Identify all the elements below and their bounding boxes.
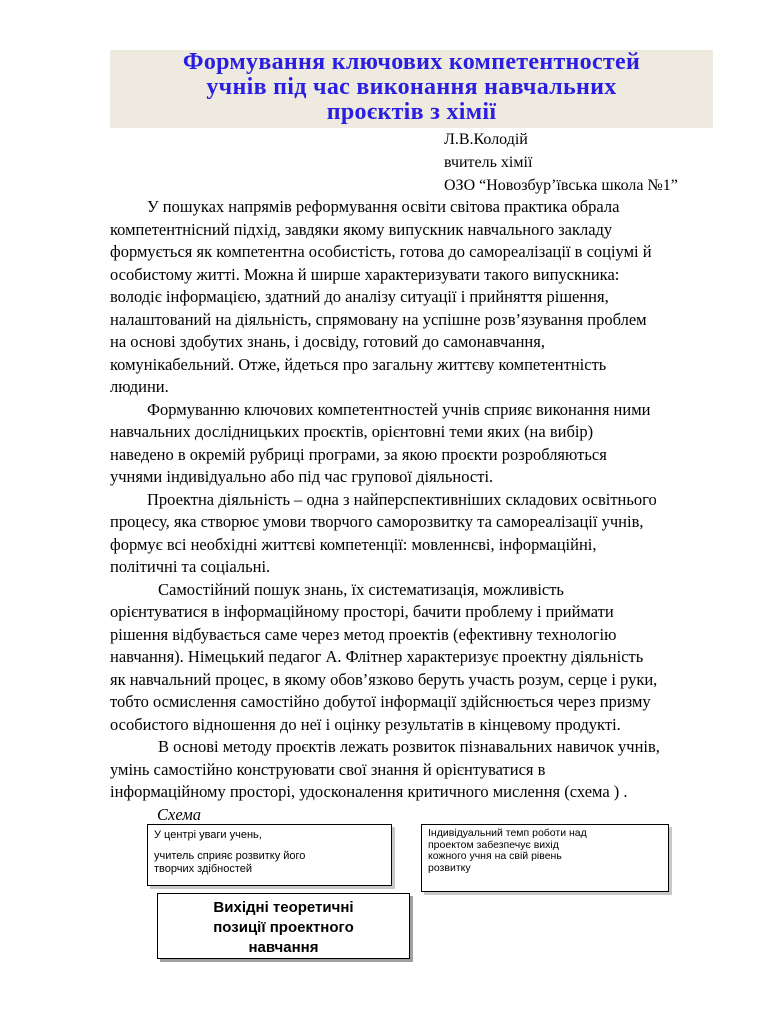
author-school: ОЗО “Новозбур’ївська школа №1” (444, 177, 678, 194)
paragraph-line: володіє інформацією, здатний до аналізу ситуації і прийняття рішення, (110, 287, 609, 306)
author-name: Л.В.Колодій (444, 131, 528, 148)
paragraph-line: комунікабельний. Отже, йдеться про загальну життєву компетентність (110, 354, 607, 374)
paragraph-line: навчання). Німецький педагог А. Флітнер характеризує проектну діяльність (110, 647, 644, 666)
schema-box-text: учитель сприяє розвитку його (154, 850, 306, 862)
title-line-3: проєктів з хімії (326, 99, 497, 125)
schema-box-heading: Вихідні теоретичні (213, 899, 354, 916)
author-block (444, 128, 678, 197)
paragraph-line: як навчальний процес, в якому обов’язково беруть участь розум, серце і руки, (110, 669, 658, 689)
paragraph-line: Формуванню ключових компетентностей учнів сприяє виконання ними (147, 399, 651, 419)
paragraph-line: орієнтуватися в інформаційному просторі, бачити проблему і приймати (110, 602, 614, 621)
paragraph-line: політичні та соціальні. (110, 557, 271, 576)
paragraph-line: наведено в окремій рубриці програми, за якою проєкти розробляються (110, 444, 607, 464)
paragraph-line: тобто осмислення самостійно добутої інформації здійснюється через призму (110, 692, 651, 711)
article-body (110, 196, 730, 804)
paragraph (110, 579, 730, 737)
paragraph (110, 489, 730, 579)
schema-box-heading: навчання (248, 939, 319, 956)
schema-box-individual-pace (421, 824, 669, 892)
paragraph-line: особистого відношення до неї і оцінку результатів в кінцевому продукті. (110, 714, 621, 734)
paragraph-line: компетентнісний підхід, завдяки якому випускник навчального закладу (110, 219, 613, 239)
paragraph-line: формується як компетентна особистість, готова до самореалізації в соціумі й (110, 242, 652, 261)
paragraph-line: Самостійний пошук знань, їх систематизація, можливість (158, 579, 564, 599)
schema-box-text: проектом забезпечує вихід (428, 838, 559, 851)
schema-box-text: творчих здібностей (154, 863, 253, 875)
paragraph-line: на основі здобутих знань, і досвіду, готовий до самонавчання, (110, 332, 545, 351)
schema-box-student-focus (147, 824, 392, 886)
paragraph-line: особистому житті. Можна й ширше характеризувати такого випускника: (110, 264, 620, 284)
schema-box-text: Індивідуальний темп роботи над (428, 827, 587, 839)
paragraph (110, 399, 730, 489)
schema-box-text: розвитку (428, 861, 471, 874)
paragraph-line: Проектна діяльність – одна з найперспективніших складових освітнього (147, 489, 657, 509)
paragraph-line: інформаційному просторі, удосконалення критичного мислення (схема ) . (110, 782, 628, 801)
paragraph-line: умінь самостійно конструювати свої знання й орієнтуватися в (110, 759, 546, 779)
paragraph-line: рішення відбувається саме через метод проектів (ефективну технологію (110, 624, 617, 644)
paragraph (110, 196, 730, 399)
paragraph-line: В основі методу проєктів лежать розвиток пізнавальних навичок учнів, (158, 737, 660, 756)
paragraph-line: процесу, яка створює умови творчого саморозвитку та самореалізації учнів, (110, 512, 644, 531)
schema-box-heading: позиції проектного (213, 919, 354, 936)
schema-label: Схема (157, 805, 202, 824)
schema-box-text: кожного учня на свій рівень (428, 850, 562, 862)
title-block (110, 50, 713, 128)
title-line-1: Формування ключових компетентностей (182, 49, 641, 75)
title-line-2: учнів під час виконання навчальних (206, 74, 617, 100)
paragraph (110, 736, 730, 804)
paragraph-line: учнями індивідуально або під час групової діяльності. (110, 467, 494, 486)
paragraph-line: формує всі необхідні життєві компетенції: мовленнєві, інформаційні, (110, 534, 597, 554)
author-position: вчитель хімії (444, 154, 533, 171)
schema-box-text: У центрі уваги учень, (154, 829, 262, 841)
paragraph-line: У пошуках напрямів реформування освіти світова практика обрала (147, 197, 620, 216)
paragraph-line: налаштований на діяльність, спрямовану на успішне розв’язування проблем (110, 309, 647, 329)
schema-box-theoretical-positions (157, 893, 410, 959)
paragraph-line: навчальних дослідницьких проєктів, орієнтовні теми яких (на вибір) (110, 422, 594, 441)
paragraph-line: людини. (110, 377, 169, 396)
